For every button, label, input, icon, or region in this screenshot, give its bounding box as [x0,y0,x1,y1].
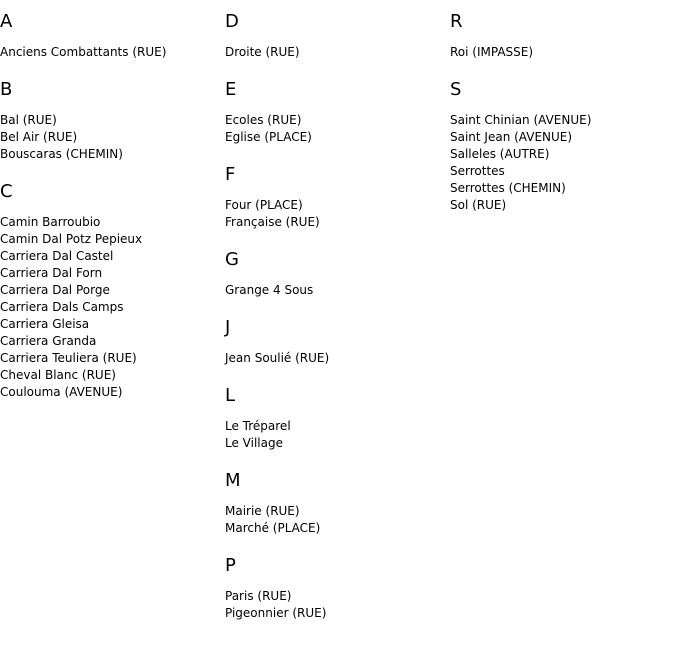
street-list [225,588,445,622]
letter-group [225,385,445,452]
index-column [0,11,220,401]
letter-heading: A [0,11,13,32]
street-link[interactable]: Cheval Blanc (RUE) [0,368,116,382]
street-link[interactable]: Salleles (AUTRE) [450,147,550,161]
street-list [225,503,445,537]
letter-group [225,470,445,537]
letter-heading: F [225,164,236,185]
street-list [225,112,445,146]
street-link[interactable]: Bel Air (RUE) [0,130,78,144]
street-list [450,112,670,214]
street-link[interactable]: Anciens Combattants (RUE) [0,45,167,59]
street-link[interactable]: Jean Soulié (RUE) [225,351,330,365]
letter-heading: P [225,555,236,576]
letter-heading: G [225,249,239,270]
street-link[interactable]: Coulouma (AVENUE) [0,385,123,399]
street-link[interactable]: Serrottes (CHEMIN) [450,181,566,195]
letter-heading: R [450,11,463,32]
street-link[interactable]: Carriera Dals Camps [0,300,124,314]
street-link[interactable]: Camin Dal Potz Pepieux [0,232,143,246]
street-link[interactable]: Carriera Teuliera (RUE) [0,351,137,365]
street-link[interactable]: Carriera Dal Forn [0,266,103,280]
street-link[interactable]: Eglise (PLACE) [225,130,312,144]
letter-group [450,11,670,61]
letter-heading: C [0,181,13,202]
letter-group [0,79,220,163]
letter-group [225,317,445,367]
street-link[interactable]: Carriera Dal Porge [0,283,110,297]
street-link[interactable]: Bal (RUE) [0,113,57,127]
letter-group [0,181,220,401]
letter-group [225,79,445,146]
street-list [225,282,445,299]
street-link[interactable]: Carriera Dal Castel [0,249,114,263]
letter-group [225,555,445,622]
street-link[interactable]: Four (PLACE) [225,198,303,212]
street-list [0,44,220,61]
street-list [225,44,445,61]
street-link[interactable]: Droite (RUE) [225,45,300,59]
index-column [450,11,670,214]
street-list [450,44,670,61]
street-link[interactable]: Bouscaras (CHEMIN) [0,147,123,161]
street-link[interactable]: Carriera Gleisa [0,317,90,331]
street-link[interactable]: Carriera Granda [0,334,97,348]
letter-group [0,11,220,61]
letter-group [225,249,445,299]
street-link[interactable]: Pigeonnier (RUE) [225,606,327,620]
street-list [225,197,445,231]
street-list [0,214,220,401]
street-link[interactable]: Paris (RUE) [225,589,292,603]
letter-group [225,11,445,61]
street-link[interactable]: Mairie (RUE) [225,504,300,518]
street-link[interactable]: Française (RUE) [225,215,320,229]
street-link[interactable]: Grange 4 Sous [225,283,314,297]
letter-heading: B [0,79,13,100]
street-link[interactable]: Ecoles (RUE) [225,113,302,127]
street-link[interactable]: Marché (PLACE) [225,521,321,535]
street-link[interactable]: Saint Jean (AVENUE) [450,130,573,144]
street-list [225,350,445,367]
street-link[interactable]: Roi (IMPASSE) [450,45,534,59]
index-column [225,11,445,622]
street-link[interactable]: Saint Chinian (AVENUE) [450,113,592,127]
street-link[interactable]: Le Tréparel [225,419,291,433]
street-list [225,418,445,452]
letter-heading: J [225,317,231,338]
street-list [0,112,220,163]
letter-heading: M [225,470,241,491]
letter-heading: E [225,79,237,100]
street-link[interactable]: Serrottes [450,164,505,178]
letter-group [225,164,445,231]
letter-heading: D [225,11,239,32]
letter-heading: L [225,385,236,406]
street-link[interactable]: Le Village [225,436,283,450]
letter-group [450,79,670,214]
street-link[interactable]: Sol (RUE) [450,198,507,212]
letter-heading: S [450,79,462,100]
street-link[interactable]: Camin Barroubio [0,215,101,229]
